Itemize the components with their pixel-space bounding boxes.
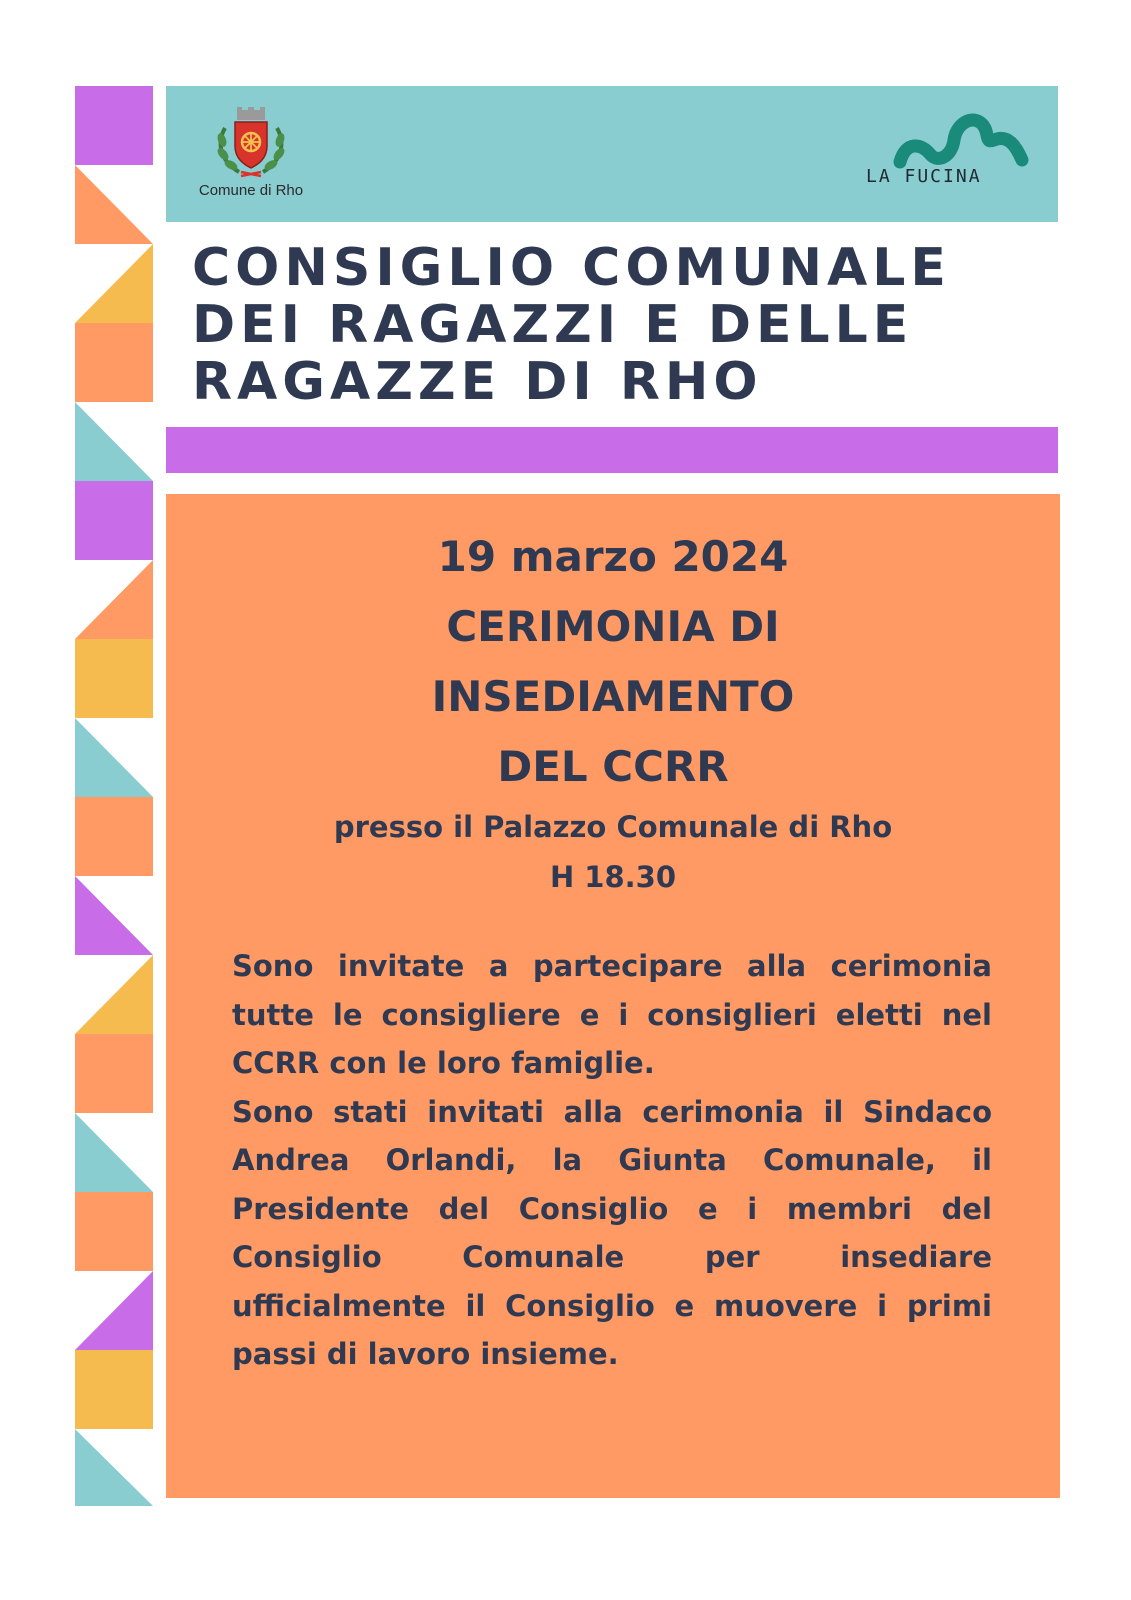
title-line: DEI RAGAZZI E DELLE	[192, 295, 914, 355]
event-location: presso il Palazzo Comunale di Rho	[333, 810, 893, 844]
title-line: RAGAZZE DI RHO	[192, 352, 763, 412]
event-heading: INSEDIAMENTO	[431, 672, 795, 721]
municipality-label: Comune di Rho	[198, 182, 304, 199]
paragraph: Sono invitate a partecipare alla cerimonia tutte le consigliere e i consiglieri eletti nel CCRR con le loro famiglie.	[232, 949, 992, 1080]
purple-divider-bar	[166, 427, 1058, 473]
event-time: H 18.30	[549, 860, 677, 894]
event-heading: DEL CCRR	[497, 742, 729, 791]
coat-of-arms-icon	[211, 106, 291, 180]
page-title	[192, 240, 1072, 411]
decorative-stripe	[75, 86, 153, 1506]
event-header	[166, 522, 1060, 902]
title-line: CONSIGLIO COMUNALE	[192, 238, 951, 298]
event-panel	[166, 494, 1060, 1498]
event-description	[232, 942, 992, 1379]
la-fucina-wordmark: LA FUCINA	[866, 166, 982, 187]
event-date: 19 marzo 2024	[437, 532, 789, 581]
header-band	[166, 86, 1058, 222]
event-heading: CERIMONIA DI	[446, 602, 780, 651]
paragraph: Sono stati invitati alla cerimonia il Sindaco Andrea Orlandi, la Giunta Comunale, il Presidente del Consiglio e i membri del Consiglio Comunale per insediare ufficialmente il Consiglio e muovere i primi passi di lavoro insieme.	[232, 1094, 992, 1371]
comune-di-rho-logo	[196, 106, 306, 206]
la-fucina-logo	[860, 100, 1040, 200]
